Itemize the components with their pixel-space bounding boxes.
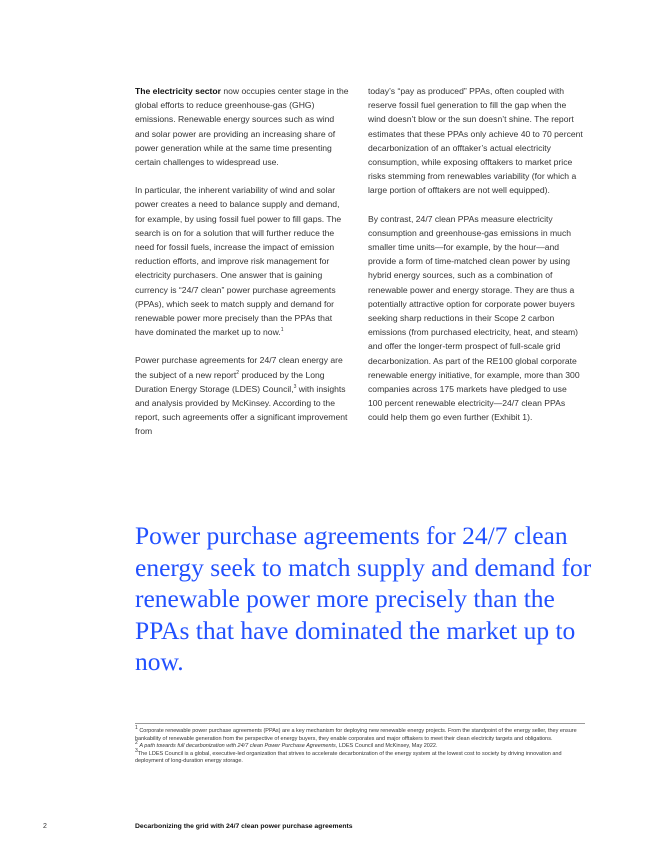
footnote-ref-1[interactable]: 1 [280, 327, 284, 334]
right-paragraph-2: By contrast, 24/7 clean PPAs measure electricity consumption and greenhouse-gas emissions in much smaller time units—for example, by the hour—and provide a form of time-matched clean power by using hybrid energy sources, such as a combination of renewable power and energy storage. They are thus a potentially attractive option for corporate power buyers seeking sharp reductions in their Scope 2 carbon emissions (from purchased electricity, heat, and steam) and offer the longer-term prospect of full-scale grid decarbonization. As part of the RE100 global corporate renewable energy initiative, for example, more than 300 companies across 175 markets have pledged to use 100 percent renewable electricity—24/7 clean PPAs could help them go even further (Exhibit 1). [368, 213, 580, 423]
footnote-2-title: A path towards full decarbonization with 24/7 clean Power Purchase Agreements [139, 743, 336, 750]
footnote-2 [135, 740, 590, 751]
pull-quote: Power purchase agreements for 24/7 clean energy seek to match supply and demand for renewable power more precisely than the PPAs that have dominated the market up to now. [135, 521, 592, 677]
footnote-2-number: 2 [135, 740, 138, 747]
running-title: Decarbonizing the grid with 24/7 clean power purchase agreements [135, 823, 353, 830]
left-paragraph-3-text-c: with insights and analysis provided by McKinsey. According to the report, such agreements offer a significant improvement from [135, 383, 348, 437]
footnote-ref-3[interactable]: 3 [293, 384, 297, 390]
left-column [135, 84, 350, 453]
footnote-3-number: 3 [135, 747, 138, 754]
footnote-3-text: The LDES Council is a global, executive-led organization that strives to accelerate decarbonization of the energy system at the lowest cost to society by driving innovation and deployment of long-duration energy storage. [135, 750, 562, 765]
footnote-1-text: Corporate renewable power purchase agreements (PPAs) are a key mechanism for deploying new renewable energy projects. From the standpoint of the energy seller, they ensure bankability of renewable generation from the perspective of energy buyers, they enable corporates and major offtakers to meet their clean electricity targets and obligations. [135, 728, 577, 742]
left-paragraph-2-text: In particular, the inherent variability of wind and solar power creates a need to balance supply and demand, for example, by using fossil fuel power to fill gaps. The search is on for a solution that will further reduce the need for fossil fuels, increase the impact of emission reduction efforts, and improve risk management for electricity purchasers. One answer that is gaining currency is “24/7 clean” power purchase agreements (PPAs), which seek to match supply and demand for renewable power more precisely than the PPAs that have dominated the market up to now. [135, 185, 342, 338]
footnote-divider [135, 723, 585, 724]
footnotes [135, 725, 590, 766]
left-paragraph-1-text: now occupies center stage in the global efforts to reduce greenhouse-gas (GHG) emissions. Renewable energy sources such as wind and solar power are providing an increasing share of power generation while at the same time presenting certain challenges to widespread use. [135, 86, 349, 168]
footnote-ref-2[interactable]: 2 [236, 369, 240, 376]
left-paragraph-2 [135, 183, 350, 339]
footnote-3 [135, 747, 590, 766]
right-column [368, 84, 583, 439]
left-paragraph-3 [135, 353, 350, 438]
footnote-1-number: 1 [135, 725, 138, 732]
left-paragraph-3-text-a: Power purchase agreements for 24/7 clean energy are the subject of a new report [135, 355, 343, 380]
page-number: 2 [43, 823, 47, 830]
left-paragraph-1 [135, 84, 350, 169]
footnote-2-text: , LDES Council and McKinsey, May 2022. [335, 743, 438, 750]
right-paragraph-1: today’s “pay as produced” PPAs, often coupled with reserve fossil fuel generation to fill the gap when the wind doesn’t blow or the sun doesn’t shine. The report estimates that these PPAs only achieve 40 to 70 percent decarbonization of an offtaker’s actual electricity consumption, while exposing offtakers to market price risks stemming from renewables variability (for which a large portion of offtakers are not well equipped). [368, 86, 583, 196]
lead-in-text: The electricity sector [135, 86, 221, 96]
left-paragraph-3-text-b: produced by the Long Duration Energy Storage (LDES) Council, [135, 369, 325, 394]
footnote-1 [135, 725, 590, 743]
